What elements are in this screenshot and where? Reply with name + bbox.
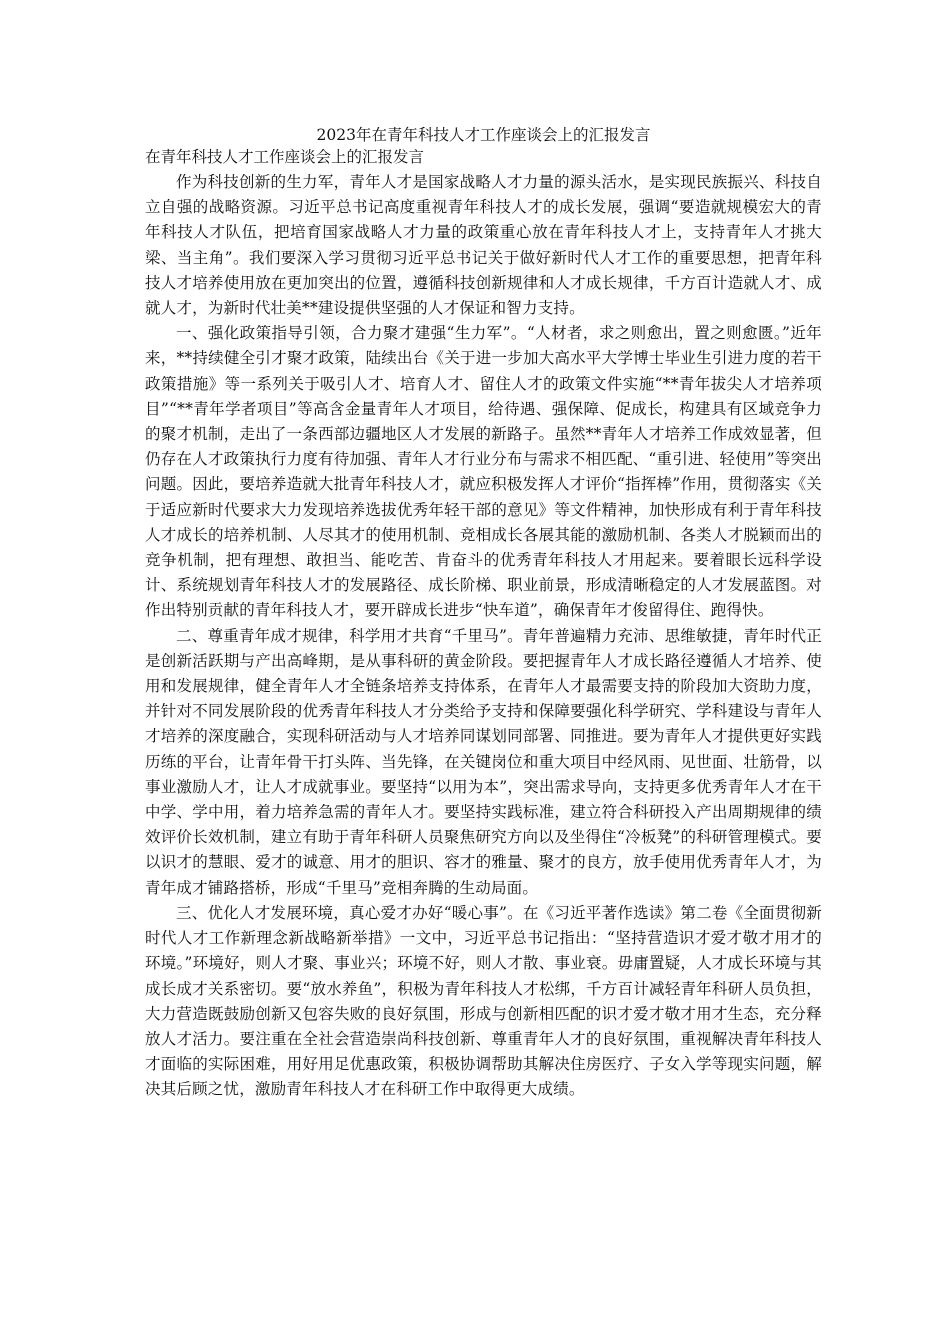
paragraph-section-2: 二、尊重青年成才规律，科学用才共育“千里马”。青年普遍精力充沛、思维敏捷，青年时代正是创新活跃期与产出高峰期，是从事科研的黄金阶段。要把握青年人才成长路径遵循人才培养、使用和发展规律，健全青年人才全链条培养支持体系，在青年人才最需要支持的阶段加大资助力度，并针对不同发展阶段的优秀青年科技人才分类给予支持和保障要强化科学研究、学科建设与青年人才培养的深度融合，实现科研活动与人才培养同谋划同部署、同推进。要为青年人才提供更好实践历练的平台，让青年骨干打头阵、当先锋，在关键岗位和重大项目中经风雨、见世面、壮筋骨，以事业激励人才，让人才成就事业。要坚持“以用为本”，突出需求导向，支持更多优秀青年人才在干中学、学中用，着力培养急需的青年人才。要坚持实践标准，建立符合科研投入产出周期规律的绩效评价长效机制，建立有助于青年科研人员聚焦研究方向以及坐得住“冷板凳”的科研管理模式。要以识才的慧眼、爱才的诚意、用才的胆识、容才的雅量、聚才的良方，放手使用优秀青年人才，为青年成才铺路搭桥，形成“千里马”竞相奔腾的生动局面。 <box>145 626 822 897</box>
document-page <box>145 124 822 1103</box>
document-subtitle: 在青年科技人才工作座谈会上的汇报发言 <box>145 148 425 166</box>
paragraph-section-3: 三、优化人才发展环境，真心爱才办好“暖心事”。在《习近平著作选读》第二卷《全面贯彻新时代人才工作新理念新战略新举措》一文中，习近平总书记指出：“坚持营造识才爱才敬才用才的环境。”环境好，则人才聚、事业兴；环境不好，则人才散、事业衰。毋庸置疑，人才成长环境与其成长成才关系密切。要“放水养鱼”，积极为青年科技人才松绑，千方百计减轻青年科研人员负担，大力营造既鼓励创新又包容失败的良好氛围，形成与创新相匹配的识才爱才敬才用才生态，充分释放人才活力。要注重在全社会营造崇尚科技创新、尊重青年人才的良好氛围，重视解决青年科技人才面临的实际困难，用好用足优惠政策，积极协调帮助其解决住房医疗、子女入学等现实问题，解决其后顾之忧，激励青年科技人才在科研工作中取得更大成绩。 <box>145 903 822 1099</box>
paragraph-intro: 作为科技创新的生力军，青年人才是国家战略人才力量的源头活水，是实现民族振兴、科技自立自强的战略资源。习近平总书记高度重视青年科技人才的成长发展，强调“要造就规模宏大的青年科技人才队伍，把培育国家战略人才力量的政策重心放在青年科技人才上，支持青年人才挑大梁、当主角”。我们要深入学习贯彻习近平总书记关于做好新时代人才工作的重要思想，把青年科技人才培养使用放在更加突出的位置，遵循科技创新规律和人才成长规律，千方百计造就人才、成就人才，为新时代壮美**建设提供坚强的人才保证和智力支持。 <box>145 173 822 318</box>
paragraph-section-1: 一、强化政策指导引领，合力聚才建强“生力军”。“人材者，求之则愈出，置之则愈匮。”近年来，**持续健全引才聚才政策，陆续出台《关于进一步加大高水平大学博士毕业生引进力度的若干政策措施》等一系列关于吸引人才、培育人才、留住人才的政策文件实施“**青年拔尖人才培养项目”“**青年学者项目”等高含金量青年人才项目，给待遇、强保障、促成长，构建具有区域竞争力的聚才机制，走出了一条西部边疆地区人才发展的新路子。虽然**青年人才培养工作成效显著，但仍存在人才政策执行力度有待加强、青年人才行业分布与需求不相匹配、“重引进、轻使用”等突出问题。因此，要培养造就大批青年科技人才，就应积极发挥人才评价“指挥棒”作用，贯彻落实《关于适应新时代要求大力发现培养选拔优秀年轻干部的意见》等文件精神，加快形成有利于青年科技人才成长的培养机制、人尽其才的使用机制、竞相成长各展其能的激励机制、各类人才脱颖而出的竞争机制，把有理想、敢担当、能吃苦、肯奋斗的优秀青年科技人才用起来。要着眼长远科学设计、系统规划青年科技人才的发展路径、成长阶梯、职业前景，形成清晰稳定的人才发展蓝图。对作出特别贡献的青年科技人才，要开辟成长进步“快车道”，确保青年才俊留得住、跑得快。 <box>145 324 822 620</box>
document-title: 2023年在青年科技人才工作座谈会上的汇报发言 <box>316 126 651 144</box>
